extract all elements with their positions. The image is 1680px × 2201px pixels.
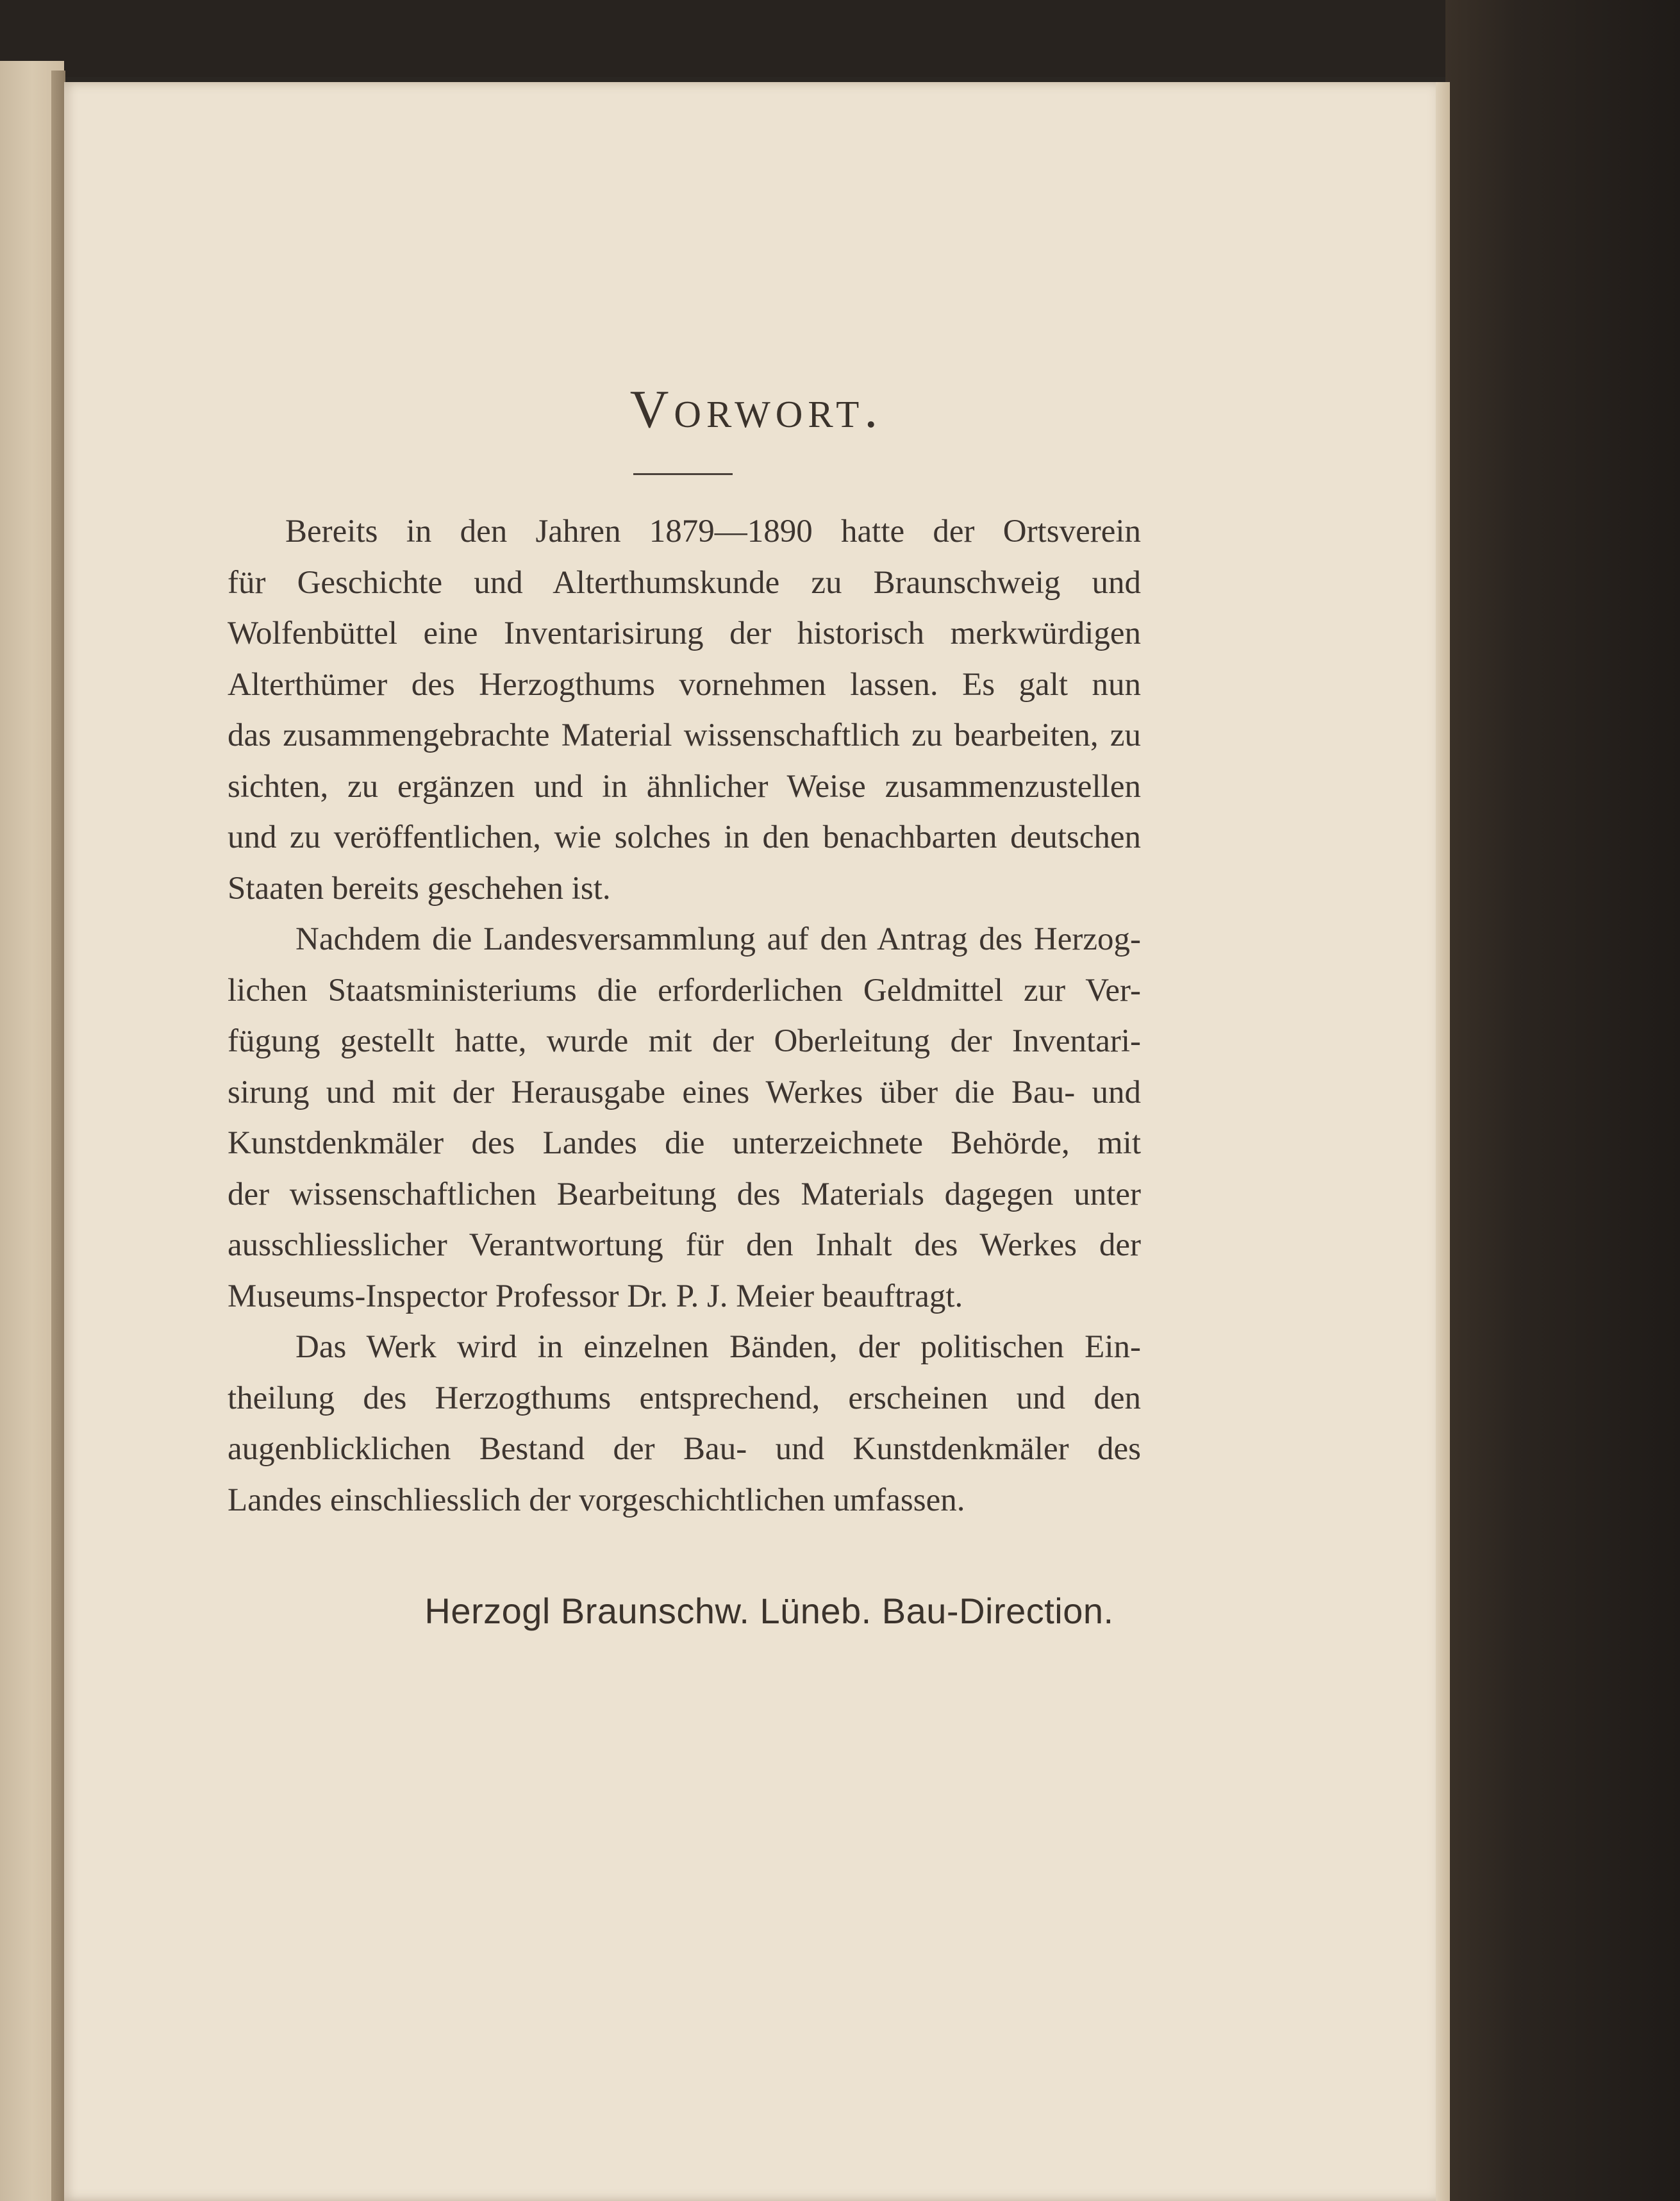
text-line: theilung des Herzogthums entsprechend, erscheinen und den	[228, 1380, 1141, 1416]
text-line: Nachdem die Landesversammlung auf den Antrag des Herzog-	[295, 921, 1141, 957]
text-line: Staaten bereits geschehen ist.	[228, 870, 611, 907]
page-gutter	[51, 71, 65, 2201]
text-line: Kunstdenkmäler des Landes die unterzeichnete Behörde, mit	[228, 1125, 1141, 1161]
text-line: augenblicklichen Bestand der Bau- und Kunstdenkmäler des	[228, 1431, 1141, 1467]
text-line: das zusammengebrachte Material wissenschaftlich zu bearbeiten, zu	[228, 717, 1141, 753]
paragraph-1	[228, 506, 1141, 914]
text-line: lichen Staatsministeriums die erforderlichen Geldmittel zur Ver-	[228, 972, 1141, 1008]
text-line: Wolfenbüttel eine Inventarisirung der historisch merkwürdigen	[228, 615, 1141, 651]
page-heading: Vorwort.	[629, 380, 883, 439]
paragraph-2	[228, 914, 1141, 1322]
book-cover-top	[0, 0, 1680, 77]
text-line: sirung und mit der Herausgabe eines Werkes über die Bau- und	[228, 1074, 1141, 1110]
text-line: sichten, zu ergänzen und in ähnlicher Weise zusammenzustellen	[228, 768, 1141, 805]
foreword-body	[228, 506, 1141, 1526]
text-line: und zu veröffentlichen, wie solches in den benachbarten deutschen	[228, 819, 1141, 855]
text-line: Alterthümer des Herzogthums vornehmen lassen. Es galt nun	[228, 666, 1141, 703]
book-cover-right	[1445, 0, 1680, 2201]
text-line: Museums-Inspector Professor Dr. P. J. Meier beauftragt.	[228, 1278, 963, 1314]
signature: Herzogl Braunschw. Lüneb. Bau-Direction.	[424, 1591, 1114, 1631]
heading-rule	[633, 473, 733, 475]
text-line: Das Werk wird in einzelnen Bänden, der politischen Ein-	[295, 1329, 1141, 1365]
text-line: ausschliesslicher Verantwortung für den Inhalt des Werkes der	[228, 1227, 1141, 1263]
text-line: für Geschichte und Alterthumskunde zu Braunschweig und	[228, 564, 1141, 601]
paragraph-3	[228, 1322, 1141, 1526]
text-line: der wissenschaftlichen Bearbeitung des Materials dagegen unter	[228, 1176, 1141, 1212]
text-line: Landes einschliesslich der vorgeschichtlichen umfassen.	[228, 1482, 965, 1518]
text-line: Bereits in den Jahren 1879—1890 hatte der Ortsverein	[285, 514, 1141, 549]
text-line: fügung gestellt hatte, wurde mit der Oberleitung der Inventari-	[228, 1023, 1141, 1059]
